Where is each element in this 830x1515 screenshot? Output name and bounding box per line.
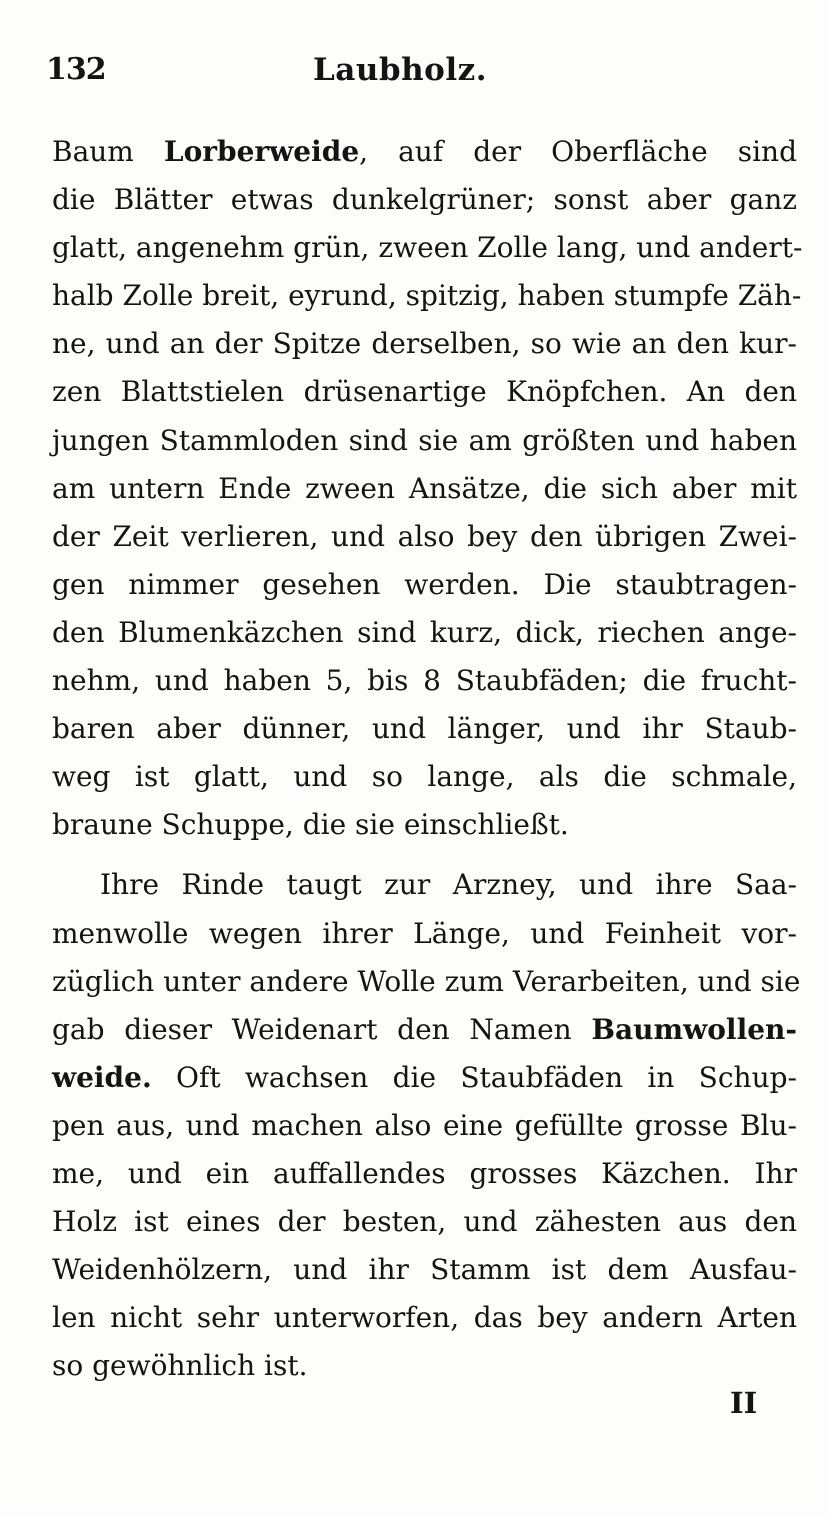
text-line bbox=[52, 958, 801, 1006]
text-run: braune Schuppe, die sie einschließt. bbox=[52, 808, 569, 842]
text-run: gen nimmer gesehen werden. Die staubtragen- bbox=[52, 567, 797, 601]
bold-term: Baumwollen- bbox=[591, 1012, 797, 1046]
text-line bbox=[52, 561, 797, 609]
text-line bbox=[52, 801, 797, 849]
text-line bbox=[52, 368, 797, 416]
text-run: züglich unter andere Wolle zum Verarbeiten, und sie bbox=[52, 964, 801, 998]
text-line bbox=[52, 910, 797, 958]
text-line bbox=[52, 224, 803, 272]
text-run: den Blumenkäzchen sind kurz, dick, riechen ange- bbox=[52, 615, 797, 649]
text-run: so gewöhnlich ist. bbox=[52, 1349, 308, 1383]
text-line bbox=[52, 1246, 797, 1294]
text-run: baren aber dünner, und länger, und ihr Staub- bbox=[52, 712, 797, 746]
text-line bbox=[52, 1342, 797, 1390]
text-run: halb Zolle breit, eyrund, spitzig, haben stumpfe Zäh- bbox=[52, 279, 802, 313]
text-line bbox=[52, 657, 797, 705]
paragraph bbox=[52, 861, 801, 1390]
text-line bbox=[52, 272, 802, 320]
text-line bbox=[52, 513, 797, 561]
text-run: am untern Ende zween Ansätze, die sich aber mit bbox=[52, 471, 797, 505]
text-line bbox=[52, 1102, 797, 1150]
text-run: ne, und an der Spitze derselben, so wie an den kur- bbox=[52, 327, 797, 361]
text-line bbox=[52, 176, 797, 224]
text-run: die Blätter etwas dunkelgrüner; sonst aber ganz bbox=[52, 183, 797, 217]
text-line bbox=[52, 609, 797, 657]
text-line bbox=[52, 465, 797, 513]
text-run: , auf der Oberfläche sind bbox=[359, 135, 797, 168]
text-run: der Zeit verlieren, und also bey den übrigen Zwei- bbox=[52, 519, 797, 553]
text-run: gab dieser Weidenart den Namen bbox=[52, 1012, 592, 1046]
text-line bbox=[52, 753, 797, 801]
text-line bbox=[52, 1294, 797, 1342]
text-line bbox=[52, 128, 797, 176]
paragraph bbox=[52, 128, 803, 849]
catchword: II bbox=[730, 1386, 758, 1420]
text-run: zen Blattstielen drüsenartige Knöpfchen. An den bbox=[52, 375, 797, 409]
bold-term: weide. bbox=[52, 1060, 152, 1094]
text-run: Baum bbox=[52, 135, 164, 168]
text-run: weg ist glatt, und so lange, als die schmale, bbox=[52, 760, 797, 794]
text-run: Oft wachsen die Staubfäden in Schup- bbox=[151, 1060, 797, 1094]
page-number: 132 bbox=[46, 52, 106, 87]
text-line bbox=[52, 1054, 797, 1102]
running-head: Laubholz. bbox=[313, 52, 487, 88]
text-run: nehm, und haben 5, bis 8 Staubfäden; die frucht- bbox=[52, 664, 797, 698]
text-run: me, und ein auffallendes grosses Käzchen. Ihr bbox=[52, 1156, 797, 1190]
body-text bbox=[52, 128, 803, 1390]
text-line bbox=[52, 417, 797, 465]
text-line bbox=[52, 705, 797, 753]
text-run: Ihre Rinde taugt zur Arzney, und ihre Saa- bbox=[100, 868, 797, 902]
text-line bbox=[52, 861, 797, 909]
text-line bbox=[52, 1006, 797, 1054]
text-run: Weidenhölzern, und ihr Stamm ist dem Ausfau- bbox=[52, 1253, 797, 1287]
text-run: menwolle wegen ihrer Länge, und Feinheit vor- bbox=[52, 916, 797, 950]
text-run: jungen Stammloden sind sie am größten und haben bbox=[52, 423, 797, 457]
text-line bbox=[52, 1150, 797, 1198]
bold-term: Lorberweide bbox=[163, 135, 360, 168]
paragraph-break bbox=[52, 849, 797, 861]
text-line bbox=[52, 320, 797, 368]
text-line bbox=[52, 1198, 797, 1246]
text-run: pen aus, und machen also eine gefüllte grosse Blu- bbox=[52, 1108, 797, 1142]
text-run: glatt, angenehm grün, zween Zolle lang, und andert- bbox=[52, 231, 803, 265]
page-header bbox=[40, 52, 790, 96]
text-run: len nicht sehr unterworfen, das bey andern Arten bbox=[52, 1301, 797, 1335]
text-run: Holz ist eines der besten, und zähesten aus den bbox=[52, 1205, 797, 1239]
